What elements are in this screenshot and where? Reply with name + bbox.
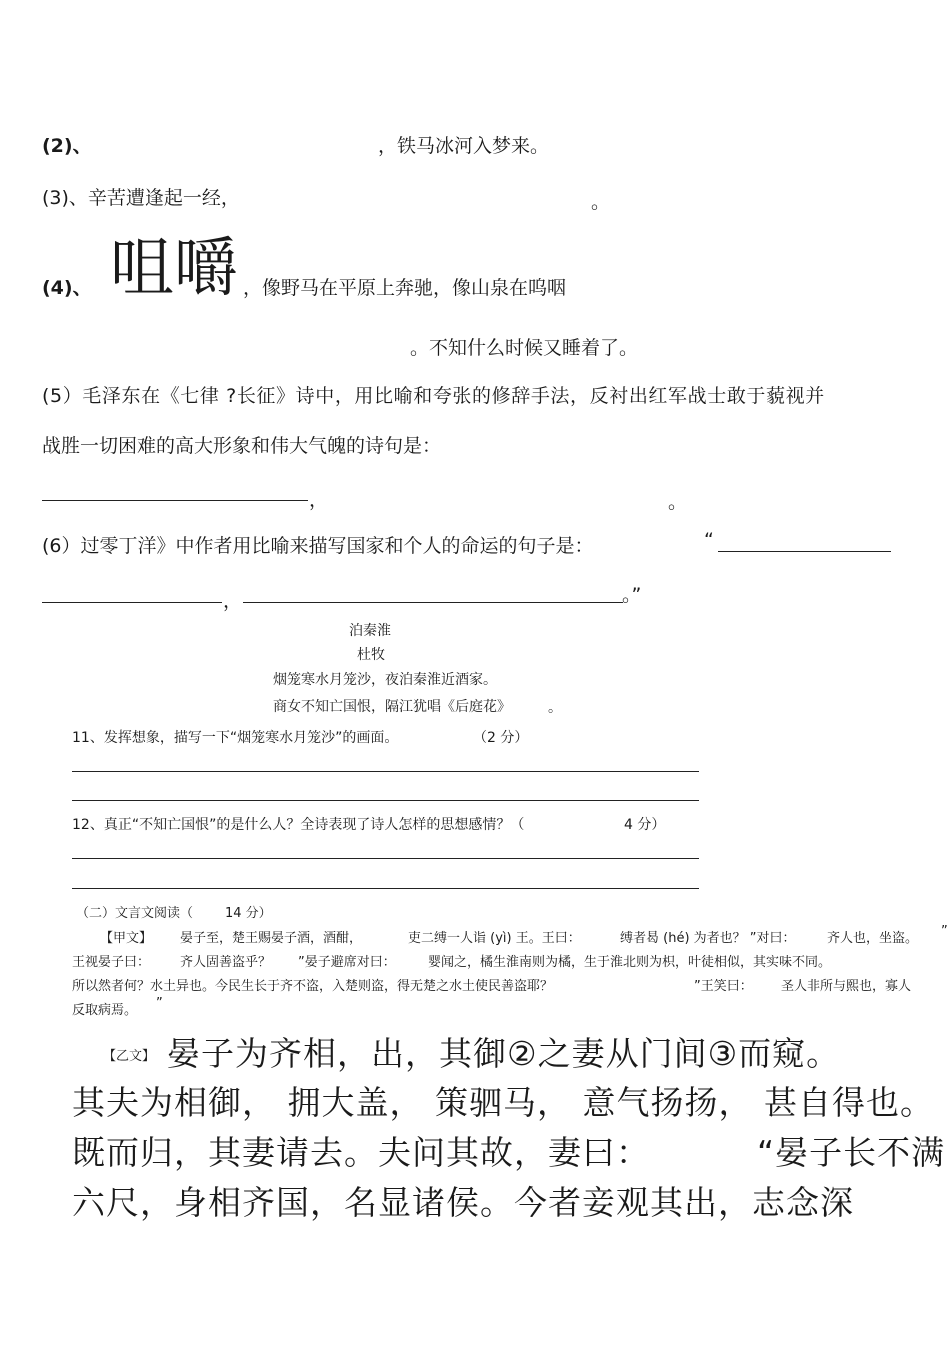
q6-end: 。”: [622, 584, 642, 606]
jia-tag: 【甲文】: [100, 931, 153, 946]
yi-line3a: 既而归，其妻请去。夫问其故，妻曰：: [72, 1133, 650, 1172]
jia-line1b: 吏二缚一人诣 (yì) 王。王曰：: [408, 931, 581, 946]
jia-line2b: 齐人固善盗乎？: [180, 955, 272, 970]
q5-line1: (5）毛泽东在《七律 ?长征》诗中，用比喻和夸张的修辞手法，反衬出红军战士敢于藐视并: [42, 385, 825, 407]
q6-open-quote: “: [704, 529, 714, 551]
question-11-score: （2 分）: [473, 730, 529, 746]
poem-line1: 烟笼寒水月笼沙，夜泊秦淮近酒家。: [273, 672, 497, 688]
answer-line-11b[interactable]: [72, 800, 699, 801]
answer-line-12b[interactable]: [72, 888, 699, 889]
q5-comma: ，: [309, 489, 329, 511]
jia-line2a: 王视晏子曰：: [72, 955, 151, 970]
jia-line4: 反取病焉。: [72, 1003, 138, 1018]
jia-line4-quote: ”: [156, 996, 163, 1011]
poem-line2-end: 。: [548, 700, 562, 716]
classical-header: （二）文言文阅读（: [76, 906, 194, 921]
q6-comma: ，: [223, 590, 243, 612]
q6-blank-1[interactable]: [718, 551, 891, 552]
jia-line3c: 圣人非所与熙也，寡人: [781, 979, 912, 994]
yi-tag: 【乙文】: [103, 1049, 156, 1064]
question-11: 11、发挥想象，描写一下“烟笼寒水月笼沙”的画面。: [72, 730, 399, 746]
answer-line-11a[interactable]: [72, 771, 699, 772]
q5-end: 。: [668, 491, 688, 513]
classical-header-score: 14 分）: [225, 906, 272, 921]
q6-line1: (6）过零丁洋》中作者用比喻来描写国家和个人的命运的句子是：: [42, 535, 594, 557]
jia-line1e: ”: [941, 924, 948, 939]
q3-text: (3)、辛苦遭逢起一经，: [42, 187, 240, 209]
yi-line3b: “晏子长不满: [757, 1133, 946, 1172]
jia-line2c: ”晏子避席对曰：: [298, 955, 396, 970]
poem-line2: 商女不知亡国恨，隔江犹唱《后庭花》: [273, 699, 511, 715]
q4-number: (4)、: [42, 277, 92, 299]
answer-line-12a[interactable]: [72, 858, 699, 859]
yi-line1: 晏子为齐相，出，其御②之妻从门间③而窥。: [167, 1034, 841, 1073]
poem-title: 泊秦淮: [349, 623, 391, 639]
yi-line2: 其夫为相御， 拥大盖， 策驷马， 意气扬扬， 甚自得也。: [72, 1083, 934, 1122]
jia-line1a: 晏子至，楚王赐晏子酒，酒酣，: [180, 931, 363, 946]
q5-blank-1[interactable]: [42, 500, 308, 501]
jia-line2d: 婴闻之，橘生淮南则为橘，生于淮北则为枳，叶徒相似，其实味不同。: [428, 955, 832, 970]
jia-line1c: 缚者曷 (hé) 为者也？ ”对曰：: [620, 931, 796, 946]
question-12: 12、真正“不知亡国恨”的是什么人？全诗表现了诗人怎样的思想感情？（: [72, 817, 525, 833]
jia-line3b: ”王笑曰：: [694, 979, 753, 994]
yi-line4: 六尺，身相齐国，名显诸侯。今者妾观其出，志念深: [72, 1183, 854, 1222]
q5-line2: 战胜一切困难的高大形象和伟大气魄的诗句是：: [42, 435, 442, 457]
q6-blank-2[interactable]: [42, 602, 222, 603]
q3-end: 。: [591, 191, 611, 213]
q4-line2: 。不知什么时候又睡着了。: [410, 337, 639, 359]
poem-author: 杜牧: [357, 647, 385, 663]
jia-line3a: 所以然者何？水土异也。今民生长于齐不盗，入楚则盗，得无楚之水土使民善盗耶？: [72, 979, 554, 994]
q2-number: (2)、: [42, 135, 92, 157]
q4-big-characters: 咀嚼: [110, 232, 238, 306]
q2-tail: ，铁马冰河入梦来。: [378, 135, 550, 157]
jia-line1d: 齐人也，坐盗。: [827, 931, 919, 946]
q4-tail: ，像野马在平原上奔驰，像山泉在呜咽: [243, 277, 567, 299]
question-12-score: 4 分）: [624, 817, 666, 833]
q6-blank-3[interactable]: [243, 602, 623, 603]
